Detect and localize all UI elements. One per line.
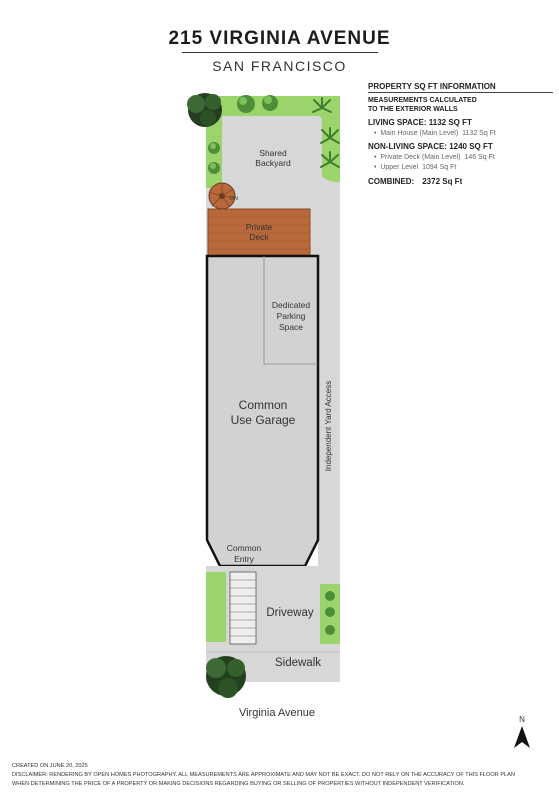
shrub-icon [325,591,335,601]
page-title: 215 VIRGINIA AVENUE [168,28,391,49]
shared-backyard-label: Shared [259,148,287,158]
info-heading: PROPERTY SQ FT INFORMATION [368,82,553,93]
private-deck-label: Private [245,222,273,232]
page-subtitle: SAN FRANCISCO [212,58,347,74]
garage-label: Common [238,398,288,412]
shrub-icon [262,95,278,111]
parking-label: Parking [276,311,306,321]
tree-icon [206,656,246,698]
shrub-icon [325,625,335,635]
driveway-label: Driveway [266,607,314,619]
living-item: • Main House (Main Level) 1132 Sq Ft [374,130,496,137]
parking-label: Space [278,322,304,332]
living-item-value: 1132 Sq Ft [462,130,496,137]
shrub-icon [208,142,220,154]
north-label: N [519,715,525,724]
entry-label: Entry [234,554,254,564]
north-arrow-icon [514,726,530,748]
shrub-icon [208,162,220,174]
garage-label: Use Garage [230,413,296,427]
nonliving-space-label: NON-LIVING SPACE: 1240 SQ FT [368,142,493,151]
tree-icon [187,93,222,127]
disclaimer-line1: DISCLAIMER: RENDERING BY OPEN HOMES PHOTOGRAPHY. ALL MEASUREMENTS ARE APPROXIMATE AND MAY NOT BE EXACT. DO NOT RELY ON THE ACCURACY OF THIS FLOOR PLAN [12,772,515,778]
sidewalk-label: Sidewalk [274,657,322,669]
shared-backyard-label: Backyard [255,158,291,168]
street-label: Virginia Avenue [238,707,316,719]
nonliving-item-value: 146 Sq Ft [464,154,495,161]
front-grass-left [206,572,226,642]
info-note-line2: TO THE EXTERIOR WALLS [368,106,458,113]
nonliving-item-name: Upper Level [380,164,419,171]
yard-access-label: Independent Yard Access [324,380,333,472]
nonliving-item: • Upper Level 1094 Sq Ft [374,164,457,171]
entry-label: Common [226,543,262,553]
combined-label: COMBINED: [368,177,415,186]
created-date: CREATED ON JUNE 20, 2025 [12,763,88,769]
nonliving-item: • Private Deck (Main Level) 146 Sq Ft [374,154,495,161]
stair-down-label: DN [230,196,238,202]
shrub-icon [325,607,335,617]
shrub-icon [237,95,255,113]
disclaimer-line2: WHEN DETERMINING THE PRICE OF A PROPERTY OR MAKING DECISIONS REGARDING BUYING OR SELLING OF PROPERTIES WITHOUT INDEPENDENT VERIFICATION. [12,781,465,787]
living-space-label: LIVING SPACE: 1132 SQ FT [368,118,472,127]
nonliving-item-value: 1094 Sq Ft [422,164,457,171]
info-note-line1: MEASUREMENTS CALCULATED [368,97,477,104]
combined-value: 2372 Sq Ft [422,177,463,186]
parking-label: Dedicated [271,300,311,310]
entry-stairs [230,572,256,644]
living-item-name: Main House (Main Level) [380,130,459,137]
private-deck-label: Deck [249,232,269,242]
nonliving-item-name: Private Deck (Main Level) [380,154,461,161]
